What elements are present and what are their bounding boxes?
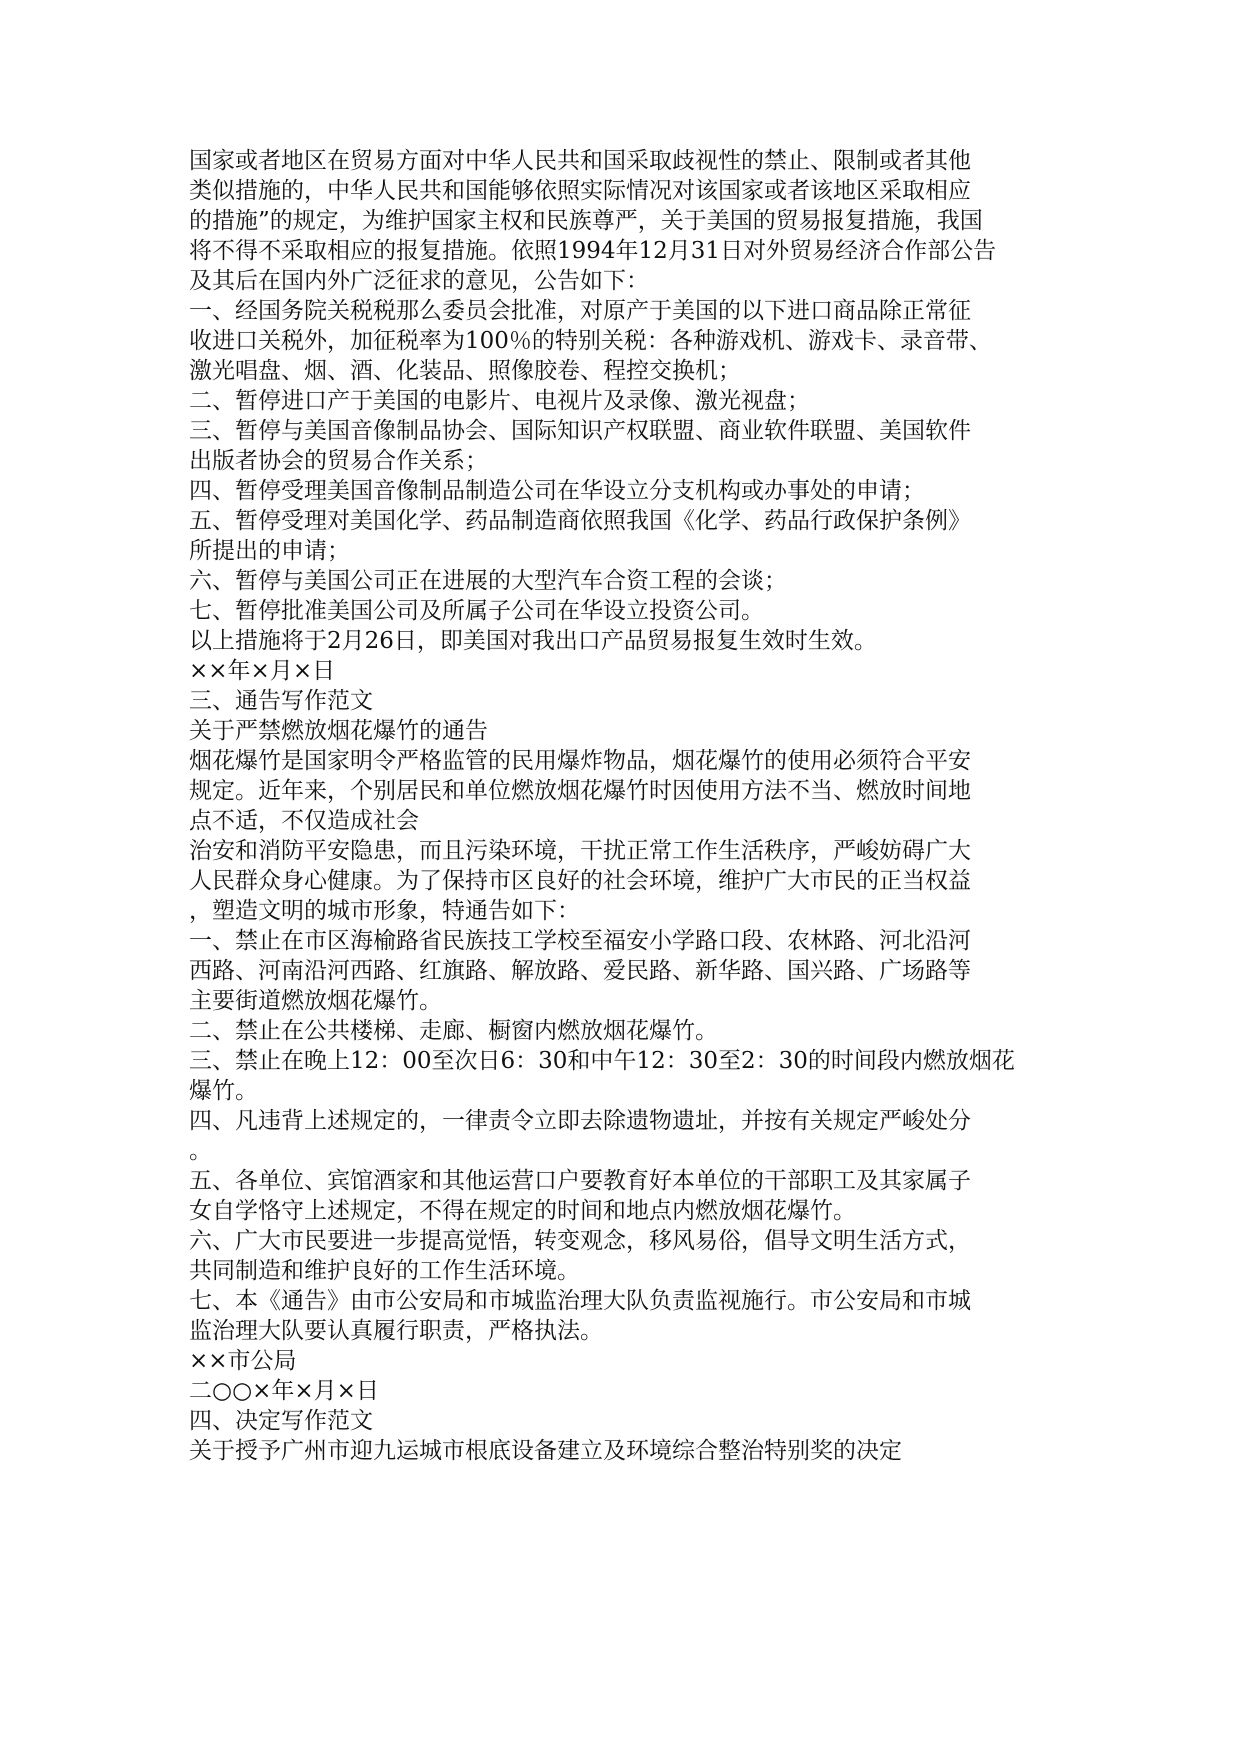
text-line: 二、暂停进口产于美国的电影片、电视片及录像、激光视盘； bbox=[189, 388, 810, 414]
text-line: 国家或者地区在贸易方面对中华人民共和国采取歧视性的禁止、限制或者其他 bbox=[189, 148, 971, 174]
text-line: 烟花爆竹是国家明令严格监管的民用爆炸物品，烟花爆竹的使用必须符合平安 bbox=[189, 748, 971, 774]
document-body bbox=[189, 146, 1049, 1466]
text-line: 四、决定写作范文 bbox=[189, 1408, 373, 1434]
text-line: 规定。近年来，个别居民和单位燃放烟花爆竹时因使用方法不当、燃放时间地 bbox=[189, 778, 971, 804]
text-line: 收进口关税外，加征税率为100％的特别关税：各种游戏机、游戏卡、录音带、 bbox=[189, 328, 992, 354]
text-line: 四、凡违背上述规定的，一律责令立即去除遗物遗址，并按有关规定严峻处分 bbox=[189, 1108, 971, 1134]
text-line: 主要街道燃放烟花爆竹。 bbox=[189, 988, 442, 1014]
text-line: 爆竹。 bbox=[189, 1078, 258, 1104]
text-line: 激光唱盘、烟、酒、化装品、照像胶卷、程控交换机； bbox=[189, 358, 741, 384]
text-line: 监治理大队要认真履行职责，严格执法。 bbox=[189, 1318, 603, 1344]
text-line: 治安和消防平安隐患，而且污染环境，干扰正常工作生活秩序，严峻妨碍广大 bbox=[189, 838, 971, 864]
text-line: 一、经国务院关税税那么委员会批准，对原产于美国的以下进口商品除正常征 bbox=[189, 298, 971, 324]
text-line: 的措施”的规定，为维护国家主权和民族尊严，关于美国的贸易报复措施，我国 bbox=[189, 208, 983, 234]
text-line: 三、禁止在晚上12：00至次日6：30和中午12：30至2：30的时间段内燃放烟花 bbox=[189, 1048, 1015, 1074]
text-line: 将不得不采取相应的报复措施。依照1994年12月31日对外贸易经济合作部公告 bbox=[189, 238, 997, 264]
text-line: 三、暂停与美国音像制品协会、国际知识产权联盟、商业软件联盟、美国软件 bbox=[189, 418, 971, 444]
text-line: 七、本《通告》由市公安局和市城监治理大队负责监视施行。市公安局和市城 bbox=[189, 1288, 971, 1314]
text-line: 六、暂停与美国公司正在进展的大型汽车合资工程的会谈； bbox=[189, 568, 787, 594]
text-line: 。 bbox=[189, 1138, 212, 1164]
text-line: 七、暂停批准美国公司及所属子公司在华设立投资公司。 bbox=[189, 598, 764, 624]
text-line: 所提出的申请； bbox=[189, 538, 350, 564]
text-line: 五、暂停受理对美国化学、药品制造商依照我国《化学、药品行政保护条例》 bbox=[189, 508, 971, 534]
text-line: 及其后在国内外广泛征求的意见，公告如下： bbox=[189, 268, 649, 294]
text-line: ，塑造文明的城市形象，特通告如下： bbox=[189, 898, 580, 924]
text-line: ××市公局 bbox=[189, 1348, 297, 1374]
text-line: 二○○×年×月×日 bbox=[189, 1378, 379, 1404]
text-line: 以上措施将于2月26日，即美国对我出口产品贸易报复生效时生效。 bbox=[189, 628, 877, 654]
text-line: 六、广大市民要进一步提高觉悟，转变观念，移风易俗，倡导文明生活方式， bbox=[189, 1228, 971, 1254]
text-line: 类似措施的，中华人民共和国能够依照实际情况对该国家或者该地区采取相应 bbox=[189, 178, 971, 204]
text-line: 共同制造和维护良好的工作生活环境。 bbox=[189, 1258, 580, 1284]
text-line: 三、通告写作范文 bbox=[189, 688, 373, 714]
text-line: ××年×月×日 bbox=[189, 658, 336, 684]
text-line: 出版者协会的贸易合作关系； bbox=[189, 448, 488, 474]
text-line: 一、禁止在市区海榆路省民族技工学校至福安小学路口段、农林路、河北沿河 bbox=[189, 928, 971, 954]
text-line: 四、暂停受理美国音像制品制造公司在华设立分支机构或办事处的申请； bbox=[189, 478, 925, 504]
text-line: 二、禁止在公共楼梯、走廊、橱窗内燃放烟花爆竹。 bbox=[189, 1018, 718, 1044]
text-line: 关于授予广州市迎九运城市根底设备建立及环境综合整治特别奖的决定 bbox=[189, 1438, 902, 1464]
text-line: 女自学恪守上述规定，不得在规定的时间和地点内燃放烟花爆竹。 bbox=[189, 1198, 856, 1224]
text-line: 关于严禁燃放烟花爆竹的通告 bbox=[189, 718, 488, 744]
text-line: 人民群众身心健康。为了保持市区良好的社会环境，维护广大市民的正当权益 bbox=[189, 868, 971, 894]
text-line: 西路、河南沿河西路、红旗路、解放路、爱民路、新华路、国兴路、广场路等 bbox=[189, 958, 971, 984]
text-line: 点不适，不仅造成社会 bbox=[189, 808, 419, 834]
text-line: 五、各单位、宾馆酒家和其他运营口户要教育好本单位的干部职工及其家属子 bbox=[189, 1168, 971, 1194]
